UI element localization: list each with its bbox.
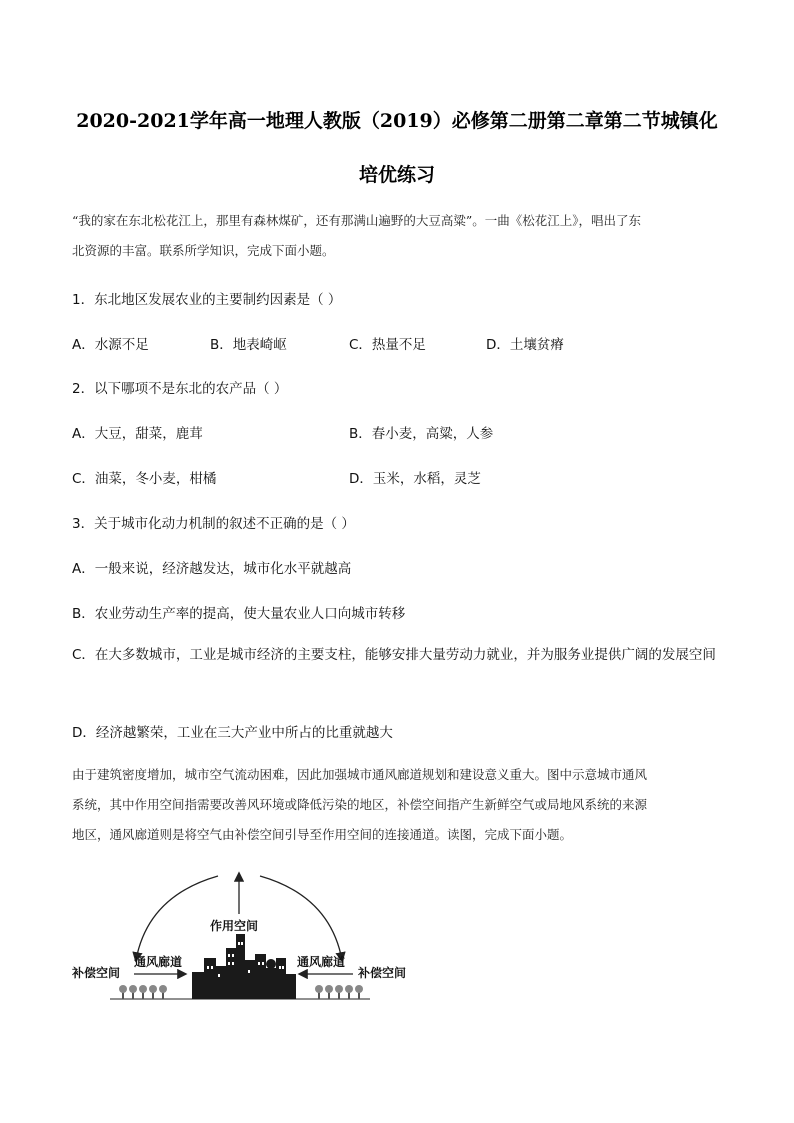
question-2-option-b: B．春小麦，高粱，人参: [349, 426, 494, 442]
intro-1-line-1: “我的家在东北松花江上，那里有森林煤矿，还有那满山遍野的大豆高粱”。一曲《松花江上》，唱出了东: [72, 213, 642, 228]
question-3-option-d: D．经济越繁荣，工业在三大产业中所占的比重就越大: [72, 725, 393, 741]
question-1-option-a: A．水源不足: [72, 337, 149, 353]
question-2-stem: 2．以下哪项不是东北的农产品（ ）: [72, 381, 288, 397]
intro-2-line-2: 系统，其中作用空间指需要改善风环境或降低污染的地区，补偿空间指产生新鲜空气或局地风系统的来源: [72, 797, 648, 812]
question-3-option-a: A．一般来说，经济越发达，城市化水平就越高: [72, 561, 352, 577]
question-1-stem: 1．东北地区发展农业的主要制约因素是（ ）: [72, 292, 342, 308]
question-1-option-d: D．土壤贫瘠: [486, 337, 564, 353]
right-trees-icon: [315, 985, 363, 999]
question-2-option-d: D．玉米，水稻，灵芝: [349, 471, 481, 487]
corridor-right-label: 通风廊道: [297, 955, 346, 969]
title-line-2: 培优练习: [358, 164, 435, 186]
question-1-option-c: C．热量不足: [349, 337, 426, 353]
corridor-left-label: 通风廊道: [134, 955, 183, 969]
question-3-option-b: B．农业劳动生产率的提高，使大量农业人口向城市转移: [72, 606, 406, 622]
right-curve-arrow: [260, 876, 342, 960]
comp-left-label: 补偿空间: [72, 966, 121, 980]
city-buildings-icon: [192, 934, 296, 999]
intro-passage-1: [72, 206, 722, 266]
intro-2-line-3: 地区，通风廊道则是将空气由补偿空间引导至作用空间的连接通道。读图，完成下面小题。: [72, 827, 573, 842]
left-trees-icon: [119, 985, 167, 999]
question-2-option-a: A．大豆，甜菜，鹿茸: [72, 426, 203, 442]
left-curve-arrow: [136, 876, 218, 960]
question-3-option-c: C．在大多数城市，工业是城市经济的主要支柱，能够安排大量劳动力就业，并为服务业提供广阔的发展空间: [72, 647, 716, 663]
intro-2-line-1: 由于建筑密度增加，城市空气流动困难，因此加强城市通风廊道规划和建设意义重大。图中示意城市通风: [72, 767, 648, 782]
intro-passage-2: [72, 760, 722, 850]
ventilation-diagram: [70, 862, 415, 1007]
intro-1-line-2: 北资源的丰富。联系所学知识，完成下面小题。: [72, 243, 335, 258]
comp-right-label: 补偿空间: [358, 966, 407, 980]
question-1-option-b: B．地表崎岖: [210, 337, 287, 353]
question-3-stem: 3．关于城市化动力机制的叙述不正确的是（ ）: [72, 516, 355, 532]
action-space-label: 作用空间: [210, 919, 259, 933]
title-line-1: 2020-2021学年高一地理人教版（2019）必修第二册第二章第二节城镇化: [76, 110, 718, 132]
question-2-option-c: C．油菜，冬小麦，柑橘: [72, 471, 217, 487]
